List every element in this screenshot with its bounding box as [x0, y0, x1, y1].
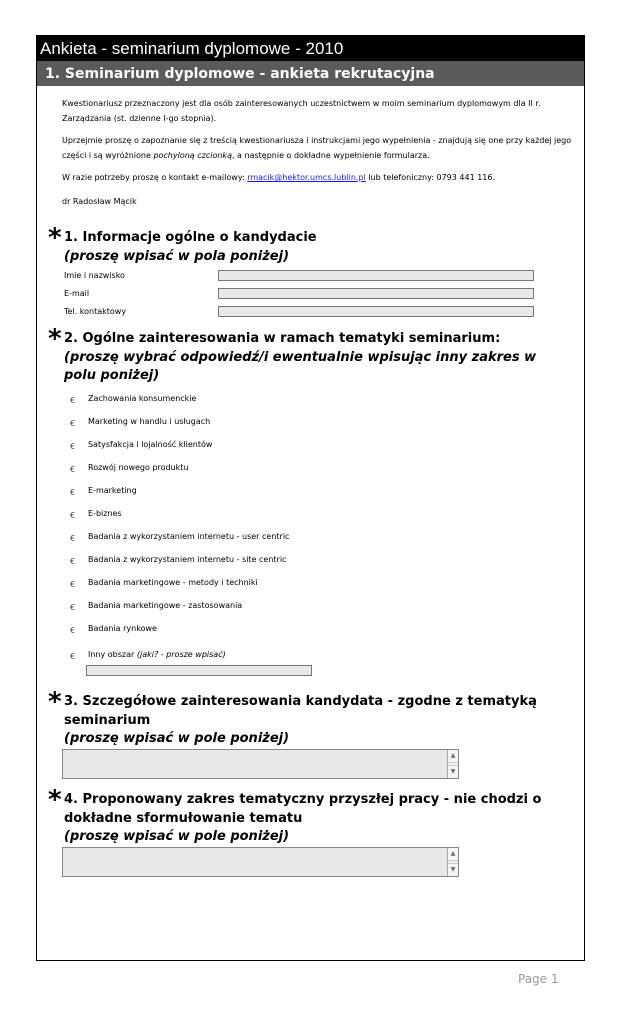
question-2-title: 2. Ogólne zainteresowania w ramach tematyki seminarium: (proszę wybrać odpowiedź/i ewentualnie wpisując inny zakres w polu poniżej) [64, 331, 537, 383]
option-label: Zachowania konsumenckie [88, 394, 197, 403]
interests-textarea[interactable] [62, 749, 459, 779]
phone-input[interactable] [218, 306, 534, 317]
option-label: Badania marketingowe - zastosowania [88, 601, 243, 610]
name-input[interactable] [218, 270, 534, 281]
radio-option[interactable]: € [70, 603, 76, 612]
option-label: Badania marketingowe - metody i techniki [88, 578, 258, 587]
required-marker: * [48, 223, 62, 253]
option-label: Badania z wykorzystaniem internetu - site centric [88, 555, 287, 564]
page-number: Page 1 [518, 972, 559, 986]
name-label: Imie i nazwisko [64, 271, 125, 280]
email-label: E-mail [64, 289, 90, 298]
option-label: Badania rynkowe [88, 624, 157, 633]
option-label: E-marketing [88, 486, 137, 495]
survey-title: Ankieta - seminarium dyplomowe - 2010 [37, 36, 584, 61]
radio-option[interactable]: € [70, 626, 76, 635]
contact-email-link[interactable]: rmacik@hektor.umcs.lublin.pl [247, 173, 366, 182]
radio-option[interactable]: € [70, 465, 76, 474]
survey-page [36, 35, 585, 961]
scroll-up-icon[interactable]: ▲ [448, 848, 458, 861]
required-marker: * [48, 687, 62, 717]
textarea-scrollbar[interactable] [447, 750, 458, 778]
radio-option[interactable]: € [70, 652, 76, 661]
option-label: Satysfakcja i lojalność klientów [88, 440, 213, 449]
radio-option[interactable]: € [70, 557, 76, 566]
radio-option[interactable]: € [70, 534, 76, 543]
radio-option[interactable]: € [70, 511, 76, 520]
intro-paragraph-3: W razie potrzeby proszę o kontakt e-mailowy: rmacik@hektor.umcs.lublin.pl lub telefoniczny: 0793 441 116. [62, 173, 496, 182]
required-marker: * [48, 785, 62, 815]
email-input[interactable] [218, 288, 534, 299]
other-area-input[interactable] [86, 665, 312, 676]
intro-paragraph-2: Uprzejmie proszę o zapoznanie się z treścią kwestionariusza i instrukcjami jego wypełnienia - znajdują się one przy każdej jego części i są wyróżnione pochyloną czcionką, a następnie o dokładne wypełnienie formularza. [62, 136, 572, 160]
section-title: 1. Seminarium dyplomowe - ankieta rekrutacyjna [37, 61, 584, 86]
option-label: Marketing w handlu i usługach [88, 417, 211, 426]
required-marker: * [48, 324, 62, 354]
option-label: Rozwój nowego produktu [88, 463, 189, 472]
radio-option[interactable]: € [70, 442, 76, 451]
other-option-label: Inny obszar (jaki? - prosze wpisać) [88, 650, 226, 659]
phone-label: Tel. kontaktowy [64, 307, 127, 316]
question-1-title: 1. Informacje ogólne o kandydacie (proszę wpisać w pola poniżej) [64, 230, 317, 264]
intro-paragraph-1: Kwestionariusz przeznaczony jest dla osób zainteresowanych uczestnictwem w moim seminarium dyplomowym dla II r. Zarządzania (st. dzienne I-go stopnia). [62, 99, 541, 123]
signature: dr Radosław Mącik [62, 197, 137, 206]
option-label: E-biznes [88, 509, 122, 518]
topic-textarea[interactable] [62, 847, 459, 877]
question-3-title: 3. Szczegółowe zainteresowania kandydata - zgodne z tematyką seminarium (proszę wpisać w pole poniżej) [64, 694, 537, 746]
option-label: Badania z wykorzystaniem internetu - user centric [88, 532, 290, 541]
scroll-down-icon[interactable]: ▼ [448, 863, 458, 876]
scroll-up-icon[interactable]: ▲ [448, 750, 458, 763]
radio-option[interactable]: € [70, 396, 76, 405]
scroll-down-icon[interactable]: ▼ [448, 765, 458, 778]
radio-option[interactable]: € [70, 419, 76, 428]
radio-option[interactable]: € [70, 580, 76, 589]
radio-option[interactable]: € [70, 488, 76, 497]
textarea-scrollbar[interactable] [447, 848, 458, 876]
question-4-title: 4. Proponowany zakres tematyczny przyszłej pracy - nie chodzi o dokładne sformułowanie tematu (proszę wpisać w pole poniżej) [64, 792, 542, 844]
